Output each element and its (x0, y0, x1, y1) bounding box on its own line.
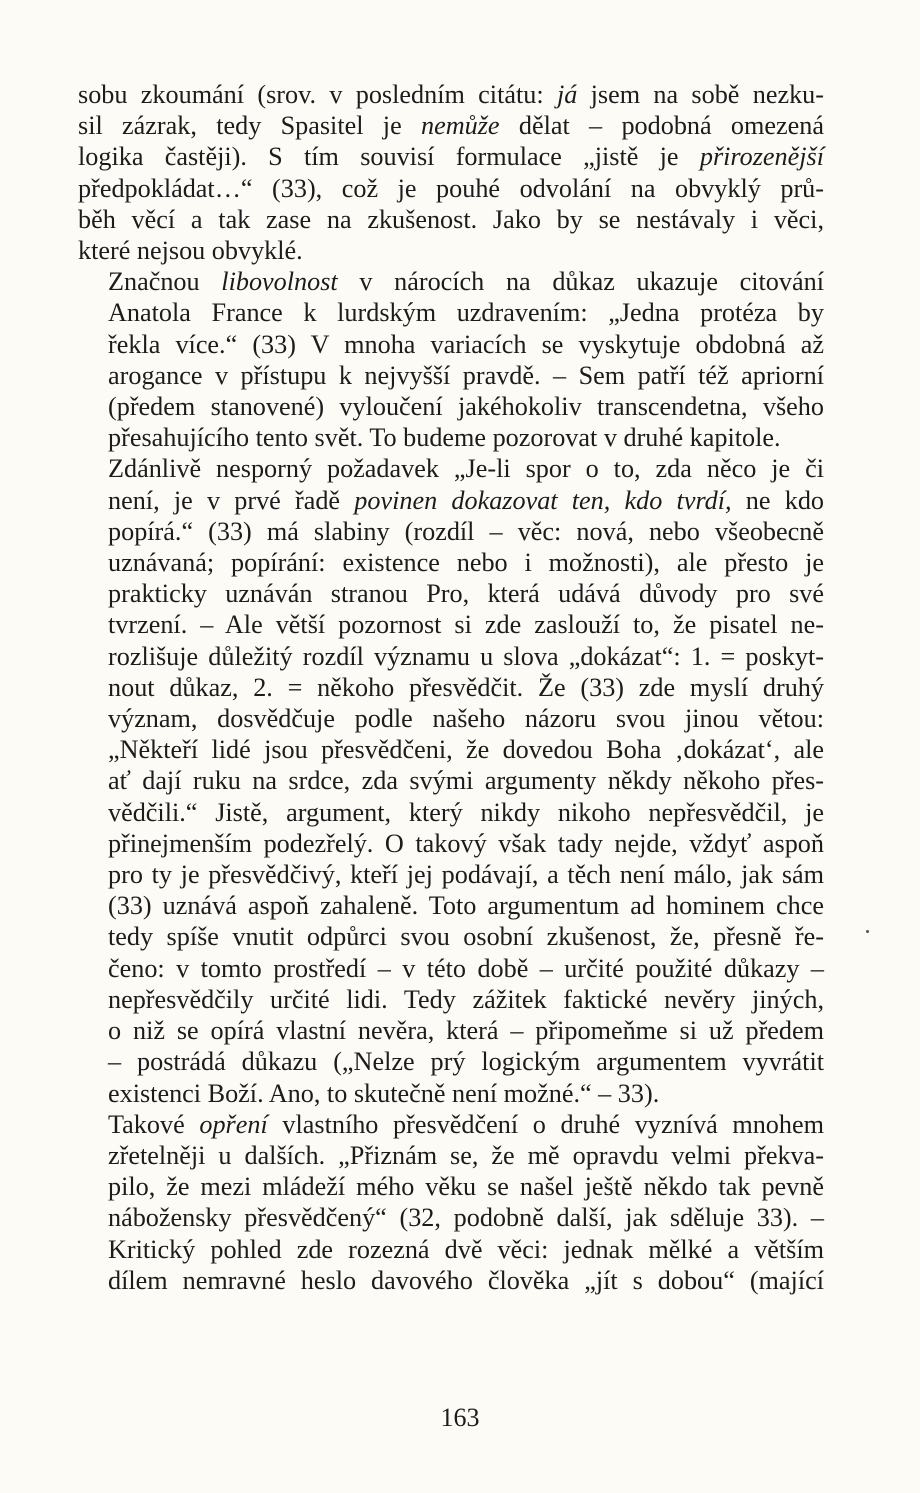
text-line: Takové opření vlastního přesvědčení o druhé vyznívá mnohem (108, 1109, 824, 1139)
text-line: význam, dosvědčuje podle našeho názoru svou jinou větou: (108, 704, 824, 734)
text-line: běh věcí a tak zase na zkušenost. Jako by se nestávaly i věci, (78, 204, 824, 234)
text-line: pilo, že mezi mládeží mého věku se našel ještě někdo tak pevně (108, 1172, 824, 1202)
text-line: rozlišuje důležitý rozdíl významu u slova „dokázat“: 1. = poskyt- (108, 641, 824, 671)
text-line: sobu zkoumání (srov. v posledním citátu: já jsem na sobě nezku- (78, 80, 824, 109)
text-line: není, je v prvé řadě povinen dokazovat ten, kdo tvrdí, ne kdo (108, 485, 825, 515)
text-line: (předem stanovené) vyloučení jakéhokoliv transcendetna, všeho (108, 392, 824, 422)
text-line: logika častěji). S tím souvisí formulace „jistě je přirozenější (78, 142, 824, 172)
text-line: dílem nemravné heslo davového člověka „jít s dobou“ (mající (108, 1265, 824, 1295)
text-line: vědčili.“ Jistě, argument, který nikdy nikoho nepřesvědčil, je (108, 797, 824, 827)
text-line: Anatola France k lurdským uzdravením: „Jedna protéza by (108, 298, 824, 328)
scan-speck (866, 930, 869, 933)
text-line: tvrzení. – Ale větší pozornost si zde zaslouží to, že pisatel ne- (108, 610, 824, 640)
body-text (78, 79, 824, 1296)
text-line: nepřesvědčily určité lidi. Tedy zážitek faktické nevěry jiných, (108, 984, 824, 1014)
text-line: „Někteří lidé jsou přesvědčeni, že dovedou Boha ‚dokázat‘, ale (108, 735, 824, 765)
text-line: o niž se opírá vlastní nevěra, která – připomeňme si už předem (108, 1016, 824, 1046)
text-line: čeno: v tomto prostředí – v této době – určité použité důkazy – (108, 953, 824, 983)
text-line: přesahujícího tento svět. To budeme pozorovat v druhé kapitole. (108, 423, 781, 453)
text-line: nout důkaz, 2. = někoho přesvědčit. Že (33) zde myslí druhý (108, 672, 824, 702)
page-number: 163 (440, 1403, 480, 1432)
text-line: sil zázrak, tedy Spasitel je nemůže dělat – podobná omezená (78, 111, 824, 141)
text-line: zřetelněji u dalších. „Přiznám se, že mě opravdu velmi překva- (108, 1140, 824, 1170)
text-line: přinejmenším podezřelý. O takový však tady nejde, vždyť aspoň (108, 828, 824, 858)
paragraph (78, 1109, 824, 1296)
text-line: (33) uznává aspoň zahaleně. Toto argumentum ad hominem chce (108, 891, 824, 921)
text-line: řekla více.“ (33) V mnoha variacích se vyskytuje obdobná až (108, 329, 824, 359)
text-line: nábožensky přesvědčený“ (32, podobně další, jak sděluje 33). – (108, 1203, 824, 1233)
text-line: – postrádá důkazu („Nelze prý logickým argumentem vyvrátit (108, 1047, 824, 1077)
paragraph (78, 453, 824, 1108)
text-line: Zdánlivě nesporný požadavek „Je-li spor o to, zda něco je či (108, 454, 824, 484)
text-line: ať dají ruku na srdce, zda svými argumenty někdy někoho přes- (108, 766, 824, 796)
paragraph (78, 79, 824, 266)
text-line: Kritický pohled zde rozezná dvě věci: jednak mělké a větším (108, 1234, 824, 1264)
text-line: uznávaná; popírání: existence nebo i možnosti), ale přesto je (108, 548, 824, 578)
text-line: prakticky uznáván stranou Pro, která udává důvody pro své (108, 579, 824, 609)
text-line: existenci Boží. Ano, to skutečně není možné.“ – 33). (108, 1078, 660, 1108)
text-line: Značnou libovolnost v nárocích na důkaz ukazuje citování (108, 267, 824, 297)
text-line: pro ty je přesvědčivý, kteří jej podávají, a těch není málo, jak sám (108, 860, 824, 890)
paragraph (78, 266, 824, 453)
text-line: tedy spíše vnutit odpůrci svou osobní zkušenost, že, přesně ře- (108, 922, 824, 952)
text-line: arogance v přístupu k nejvyšší pravdě. – Sem patří též apriorní (108, 360, 824, 390)
text-line: předpokládat…“ (33), což je pouhé odvolání na obvyklý prů- (78, 173, 824, 203)
text-line: popírá.“ (33) má slabiny (rozdíl – věc: nová, nebo všeobecně (108, 516, 824, 546)
text-line: které nejsou obvyklé. (78, 236, 303, 266)
